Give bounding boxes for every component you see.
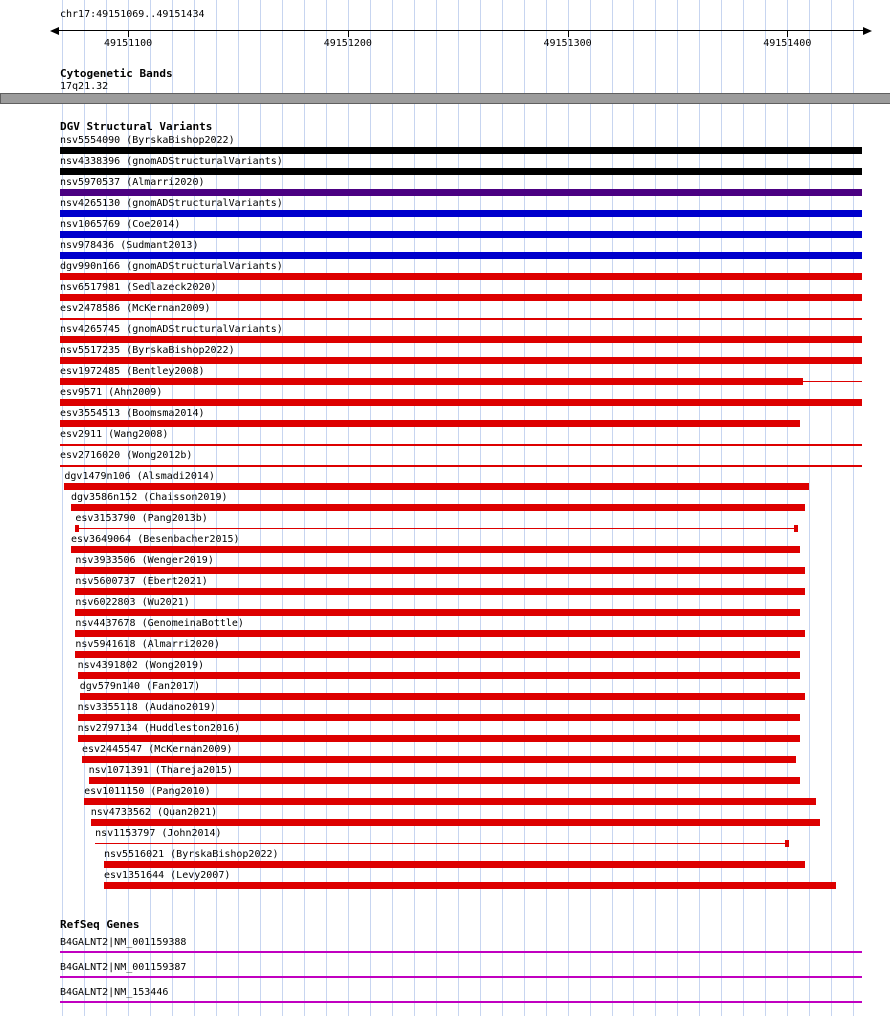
dgv-section-title: DGV Structural Variants (60, 120, 213, 133)
ruler-tick-label: 49151100 (104, 38, 153, 49)
variant-label[interactable]: dgv1479n106 (Alsmadi2014) (64, 471, 215, 482)
variant-label[interactable]: esv3153790 (Pang2013b) (75, 513, 208, 524)
region-label: chr17:49151069..49151434 (60, 9, 205, 20)
variant-label[interactable]: nsv2797134 (Huddleston2016) (77, 723, 241, 734)
variant-label[interactable]: nsv3355118 (Audano2019) (77, 702, 217, 713)
variant-label[interactable]: dgv579n140 (Fan2017) (79, 681, 201, 692)
variant-label[interactable]: nsv1071391 (Thareja2015) (88, 765, 234, 776)
variant-label[interactable]: esv2478586 (McKernan2009) (60, 303, 211, 314)
variant-label[interactable]: dgv990n166 (gnomADStructuralVariants) (60, 261, 283, 272)
variant-label[interactable]: nsv1153797 (John2014) (95, 828, 222, 839)
variant-label[interactable]: nsv4391802 (Wong2019) (77, 660, 204, 671)
variant-label[interactable]: nsv6022803 (Wu2021) (75, 597, 190, 608)
variant-label[interactable]: nsv5517235 (ByrskaBishop2022) (60, 345, 235, 356)
variant-label[interactable]: esv1972485 (Bentley2008) (60, 366, 205, 377)
variant-label[interactable]: nsv4265745 (gnomADStructuralVariants) (60, 324, 283, 335)
variant-label[interactable]: nsv4733562 (Quan2021) (90, 807, 218, 818)
variant-label[interactable]: nsv3933506 (Wenger2019) (75, 555, 214, 566)
variant-label[interactable]: esv1011150 (Pang2010) (84, 786, 211, 797)
refseq-section-title: RefSeq Genes (60, 918, 140, 931)
variant-label[interactable]: nsv4265130 (gnomADStructuralVariants) (60, 198, 283, 209)
gene-line[interactable] (60, 951, 862, 953)
variant-label[interactable]: esv1351644 (Levy2007) (103, 870, 231, 881)
variant-label[interactable]: esv2911 (Wang2008) (60, 429, 169, 440)
ruler-tick-label: 49151400 (763, 38, 812, 49)
variant-label[interactable]: esv3649064 (Besenbacher2015) (70, 534, 240, 545)
variant-label[interactable]: nsv4437678 (GenomeinaBottle) (75, 618, 244, 629)
variant-label[interactable]: nsv5554090 (ByrskaBishop2022) (60, 135, 235, 146)
variant-label[interactable]: esv3554513 (Boomsma2014) (60, 408, 205, 419)
variant-label[interactable]: nsv4338396 (gnomADStructuralVariants) (60, 156, 283, 167)
variant-label[interactable]: nsv5970537 (Almarri2020) (60, 177, 205, 188)
gene-label[interactable]: B4GALNT2|NM_001159387 (60, 962, 187, 973)
variant-label[interactable]: dgv3586n152 (Chaisson2019) (70, 492, 228, 503)
gene-line[interactable] (60, 1001, 862, 1003)
variant-label[interactable]: esv9571 (Ahn2009) (60, 387, 163, 398)
variant-label[interactable]: esv2445547 (McKernan2009) (81, 744, 233, 755)
variant-label[interactable]: nsv6517981 (Sedlazeck2020) (60, 282, 217, 293)
variant-label[interactable]: nsv5516021 (ByrskaBishop2022) (103, 849, 279, 860)
variant-label[interactable]: nsv5600737 (Ebert2021) (75, 576, 208, 587)
variant-label[interactable]: nsv5941618 (Almarri2020) (75, 639, 220, 650)
cytoband-section-title: Cytogenetic Bands (60, 67, 173, 80)
variant-label[interactable]: nsv1065769 (Coe2014) (60, 219, 181, 230)
ruler-tick-label: 49151300 (543, 38, 592, 49)
gene-label[interactable]: B4GALNT2|NM_001159388 (60, 937, 187, 948)
variant-label[interactable]: esv2716020 (Wong2012b) (60, 450, 193, 461)
gene-line[interactable] (60, 976, 862, 978)
variant-label[interactable]: nsv978436 (Sudmant2013) (60, 240, 199, 251)
ruler-tick-label: 49151200 (323, 38, 372, 49)
cytoband-label: 17q21.32 (60, 81, 109, 92)
gene-label[interactable]: B4GALNT2|NM_153446 (60, 987, 169, 998)
